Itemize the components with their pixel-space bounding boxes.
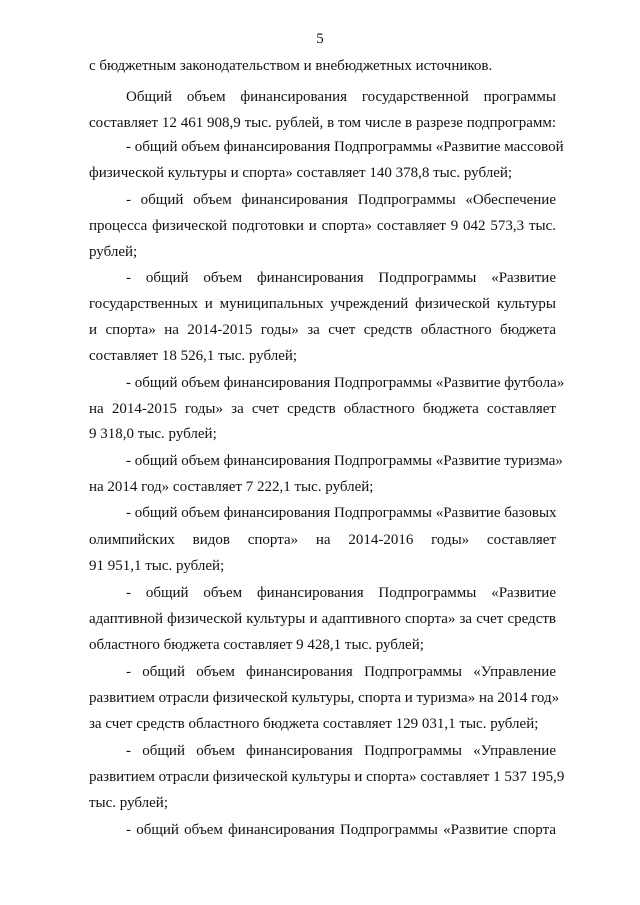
text-line: Общий объем финансирования государственной программы — [126, 89, 556, 105]
page-number: 5 — [316, 31, 324, 47]
text-line: с бюджетным законодательством и внебюджетных источников. — [89, 58, 493, 74]
text-line: развитием отрасли физической культуры, спорта и туризма» на 2014 год» — [89, 690, 560, 706]
text-line: областного бюджета составляет 9 428,1 тыс. рублей; — [89, 637, 424, 653]
text-line: - общий объем финансирования Подпрограммы «Развитие футбола» — [126, 375, 565, 391]
text-line: составляет 18 526,1 тыс. рублей; — [89, 348, 298, 364]
text-line: 91 951,1 тыс. рублей; — [89, 558, 225, 574]
text-line: 9 318,0 тыс. рублей; — [89, 426, 217, 442]
text-line: на 2014 год» составляет 7 222,1 тыс. рублей; — [89, 479, 374, 495]
text-line: рублей; — [89, 244, 138, 260]
text-line: и спорта» на 2014-2015 годы» за счет средств областного бюджета — [89, 322, 556, 338]
text-line: тыс. рублей; — [89, 795, 168, 811]
text-line: - общий объем финансирования Подпрограммы «Развитие — [126, 585, 556, 601]
text-line: - общий объем финансирования Подпрограммы «Развитие массовой — [126, 139, 564, 155]
text-line: государственных и муниципальных учреждений физической культуры — [89, 296, 556, 312]
text-line: адаптивной физической культуры и адаптивного спорта» за счет средств — [89, 611, 556, 627]
text-line: - общий объем финансирования Подпрограммы «Обеспечение — [126, 192, 556, 208]
text-line: составляет 12 461 908,9 тыс. рублей, в том числе в разрезе подпрограмм: — [89, 115, 556, 131]
text-line: - общий объем финансирования Подпрограммы «Развитие туризма» — [126, 453, 563, 469]
text-line: - общий объем финансирования Подпрограммы «Развитие — [126, 270, 556, 286]
text-line: физической культуры и спорта» составляет 140 378,8 тыс. рублей; — [89, 165, 513, 181]
text-line: - общий объем финансирования Подпрограммы «Управление — [126, 664, 556, 680]
text-line: за счет средств областного бюджета составляет 129 031,1 тыс. рублей; — [89, 716, 539, 732]
text-line: процесса физической подготовки и спорта» составляет 9 042 573,3 тыс. — [89, 218, 556, 234]
text-line: - общий объем финансирования Подпрограммы «Развитие спорта — [126, 822, 556, 838]
text-line: - общий объем финансирования Подпрограммы «Управление — [126, 743, 556, 759]
text-line: - общий объем финансирования Подпрограммы «Развитие базовых — [126, 505, 557, 521]
text-line: на 2014-2015 годы» за счет средств областного бюджета составляет — [89, 401, 556, 417]
text-line: развитием отрасли физической культуры и спорта» составляет 1 537 195,9 — [89, 769, 565, 785]
text-line: олимпийских видов спорта» на 2014-2016 годы» составляет — [89, 532, 556, 548]
